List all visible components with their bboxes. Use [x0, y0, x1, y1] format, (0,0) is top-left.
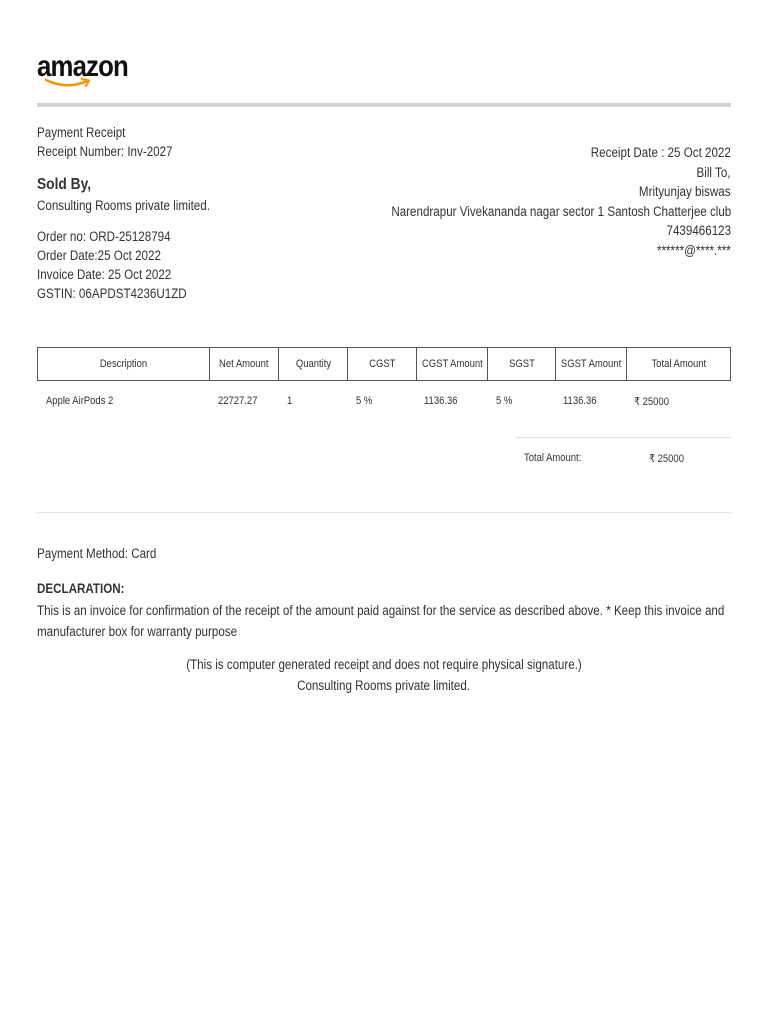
order-number: Order no: ORD-25128794 [37, 229, 171, 244]
column-header: SGST [488, 348, 555, 381]
column-header: Net Amount [210, 348, 279, 381]
bill-to-block [336, 143, 731, 261]
customer-phone: 7439466123 [666, 223, 731, 239]
items-table [37, 347, 731, 421]
column-header: SGST Amount [555, 348, 626, 381]
column-header: Description [38, 348, 210, 381]
cell-quantity: 1 [286, 395, 292, 407]
cell-net-amount: 22727.27 [217, 395, 258, 407]
table-row [38, 381, 731, 422]
column-header: CGST [348, 348, 416, 381]
payment-method: Payment Method: Card [37, 546, 157, 561]
total-value: ₹ 25000 [649, 453, 684, 465]
amazon-logo [37, 50, 128, 92]
receipt-info [37, 123, 238, 303]
customer-address: Narendrapur Vivekananda nagar sector 1 Santosh Chatterjee club [391, 203, 731, 219]
column-header: Quantity [279, 348, 348, 381]
sold-by-heading: Sold By, [37, 176, 92, 193]
section-divider [37, 512, 731, 513]
cell-sgst: 5 % [495, 395, 513, 407]
receipt-title: Payment Receipt [37, 125, 126, 140]
customer-email: ******@****.*** [657, 242, 731, 258]
cell-cgst: 5 % [355, 395, 373, 407]
column-header: CGST Amount [416, 348, 488, 381]
smile-arrow-icon [45, 77, 93, 89]
footer-note: (This is computer generated receipt and does not require physical signature.) [186, 657, 582, 672]
logo-wordmark: amazon [37, 50, 128, 83]
declaration-text: This is an invoice for confirmation of the receipt of the amount paid against for the service as described above. * Keep this invoice and manufacturer box for warranty purpose [37, 603, 725, 639]
table-header-row [38, 348, 731, 381]
customer-name: Mrityunjay biswas [639, 184, 731, 200]
receipt-date: Receipt Date : 25 Oct 2022 [590, 145, 731, 160]
footer-company: Consulting Rooms private limited. [297, 677, 471, 693]
gstin: GSTIN: 06APDST4236U1ZD [37, 286, 187, 301]
cell-sgst-amount: 1136.36 [563, 395, 597, 407]
seller-name: Consulting Rooms private limited. [37, 198, 210, 213]
bill-to-label: Bill To, [697, 164, 731, 180]
receipt-footer [37, 655, 731, 696]
order-date: Order Date:25 Oct 2022 [37, 248, 161, 263]
receipt-number: Receipt Number: Inv-2027 [37, 144, 173, 159]
header-divider [37, 103, 731, 107]
total-divider [515, 437, 731, 438]
total-label: Total Amount: [524, 452, 582, 464]
cell-cgst-amount: 1136.36 [424, 395, 458, 407]
cell-total-amount: ₹ 25000 [634, 395, 670, 408]
cell-description: Apple AirPods 2 [45, 395, 113, 407]
column-header: Total Amount [626, 348, 730, 381]
invoice-date: Invoice Date: 25 Oct 2022 [37, 267, 172, 282]
declaration-title: DECLARATION: [37, 581, 125, 596]
